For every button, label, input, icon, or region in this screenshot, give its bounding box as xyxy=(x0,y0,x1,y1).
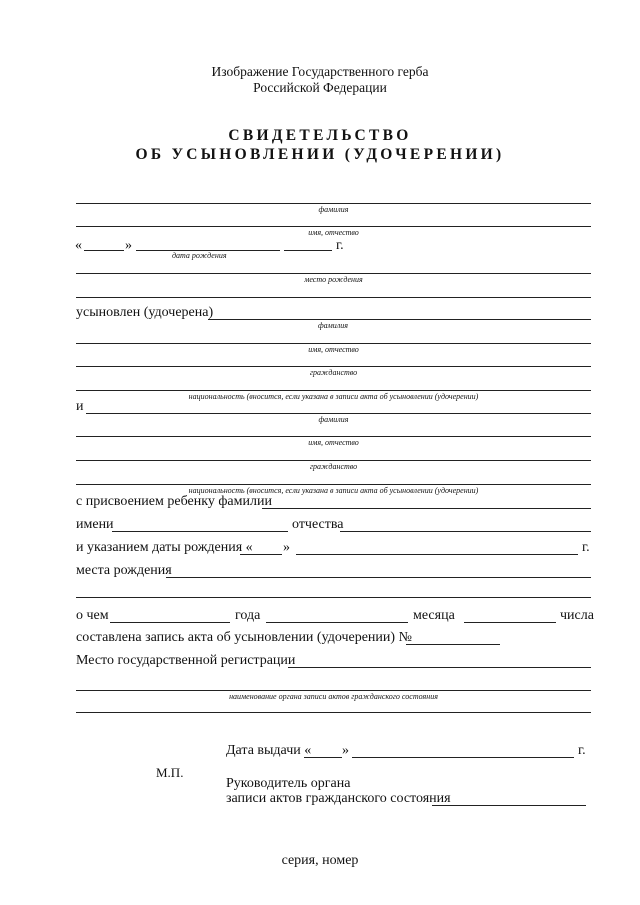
adopter1-nationality-caption: национальность (вносится, если указана в записи акта об усыновлении (удочерении) xyxy=(188,392,479,401)
adopter1-surname-caption: фамилия xyxy=(318,321,348,330)
child-birthplace-line[interactable] xyxy=(76,273,591,274)
adopter1-name-caption: имя, отчество xyxy=(308,345,359,354)
adopter1-name-line[interactable] xyxy=(76,343,591,344)
head-title-line1: Руководитель органа xyxy=(226,776,351,791)
adopter2-name-caption: имя, отчество xyxy=(308,438,359,447)
adopter2-nationality-line[interactable] xyxy=(76,484,591,485)
child-birthplace-caption: место рождения xyxy=(304,275,363,284)
record-day-field[interactable] xyxy=(464,622,556,623)
assigned-birthplace-field-2[interactable] xyxy=(76,597,591,598)
child-name-caption: имя, отчество xyxy=(308,228,359,237)
assigned-surname-field[interactable] xyxy=(262,508,591,509)
record-month-label: месяца xyxy=(413,608,455,623)
birth-date-quote-open: « xyxy=(75,238,82,253)
assigned-date-quote-close: » xyxy=(283,540,290,555)
registry-office-caption: наименование органа записи актов гражданского состояния xyxy=(229,692,438,701)
assigned-date-label: и указанием даты рождения « xyxy=(76,540,253,555)
assigned-surname-label: с присвоением ребенку фамилии xyxy=(76,494,272,509)
child-birthplace-line-2[interactable] xyxy=(76,297,591,298)
issue-day-field[interactable] xyxy=(304,757,342,758)
assigned-day-field[interactable] xyxy=(240,554,282,555)
issue-month-year-field[interactable] xyxy=(352,757,574,758)
record-day-label: числа xyxy=(560,608,594,623)
adopter1-citizenship-line[interactable] xyxy=(76,366,591,367)
adopter1-nationality-line[interactable] xyxy=(76,390,591,391)
birth-year-field[interactable] xyxy=(284,250,332,251)
adopter2-surname-line[interactable] xyxy=(86,413,591,414)
adopter1-surname-line[interactable] xyxy=(208,319,591,320)
registration-place-field[interactable] xyxy=(288,667,591,668)
assigned-birthplace-field[interactable] xyxy=(166,577,591,578)
document-subtitle: ОБ УСЫНОВЛЕНИИ (УДОЧЕРЕНИИ) xyxy=(135,146,505,163)
emblem-placeholder-line2: Российской Федерации xyxy=(253,80,387,95)
adopter2-citizenship-caption: гражданство xyxy=(309,462,358,471)
birth-day-field[interactable] xyxy=(84,250,124,251)
registry-office-line-2[interactable] xyxy=(76,712,591,713)
adopter2-nationality-caption: национальность (вносится, если указана в записи акта об усыновлении (удочерении) xyxy=(188,486,479,495)
assigned-month-year-field[interactable] xyxy=(296,554,578,555)
adopted-label: усыновлен (удочерена) xyxy=(76,305,214,320)
adopter1-citizenship-caption: гражданство xyxy=(309,368,358,377)
assigned-name-label: имени xyxy=(76,517,114,532)
record-year-field[interactable] xyxy=(110,622,230,623)
head-signature-field[interactable] xyxy=(432,805,586,806)
birth-date-quote-close: » xyxy=(125,238,132,253)
assigned-birthplace-label: места рождения xyxy=(76,563,172,578)
adopter2-surname-caption: фамилия xyxy=(318,415,349,424)
issue-year-suffix: г. xyxy=(578,743,586,758)
record-number-label: составлена запись акта об усыновлении (удочерении) № xyxy=(76,630,412,645)
adopter2-citizenship-line[interactable] xyxy=(76,460,591,461)
series-number-label: серия, номер xyxy=(281,853,359,868)
and-label: и xyxy=(76,399,84,414)
record-number-field[interactable] xyxy=(406,644,500,645)
child-surname-line[interactable] xyxy=(76,203,591,204)
adopter2-name-line[interactable] xyxy=(76,436,591,437)
document-title: СВИДЕТЕЛЬСТВО xyxy=(228,127,412,144)
child-name-line[interactable] xyxy=(76,226,591,227)
assigned-patronymic-field[interactable] xyxy=(340,531,591,532)
issue-date-label: Дата выдачи « xyxy=(226,743,312,758)
birth-date-caption: дата рождения xyxy=(172,251,227,260)
about-label: о чем xyxy=(76,608,109,623)
birth-year-suffix: г. xyxy=(336,238,344,253)
record-year-label: года xyxy=(235,608,261,623)
head-title-line2: записи актов гражданского состояния xyxy=(226,791,451,806)
stamp-place-label: М.П. xyxy=(156,765,184,780)
assigned-patronymic-label: отчества xyxy=(292,517,344,532)
registry-office-line[interactable] xyxy=(76,690,591,691)
record-month-field[interactable] xyxy=(266,622,408,623)
child-surname-caption: фамилия xyxy=(318,205,349,214)
registration-place-label: Место государственной регистрации xyxy=(76,653,296,668)
emblem-placeholder-line1: Изображение Государственного герба xyxy=(211,64,429,79)
assigned-name-field[interactable] xyxy=(112,531,288,532)
assigned-year-suffix: г. xyxy=(582,540,590,555)
issue-date-quote-close: » xyxy=(342,743,349,758)
